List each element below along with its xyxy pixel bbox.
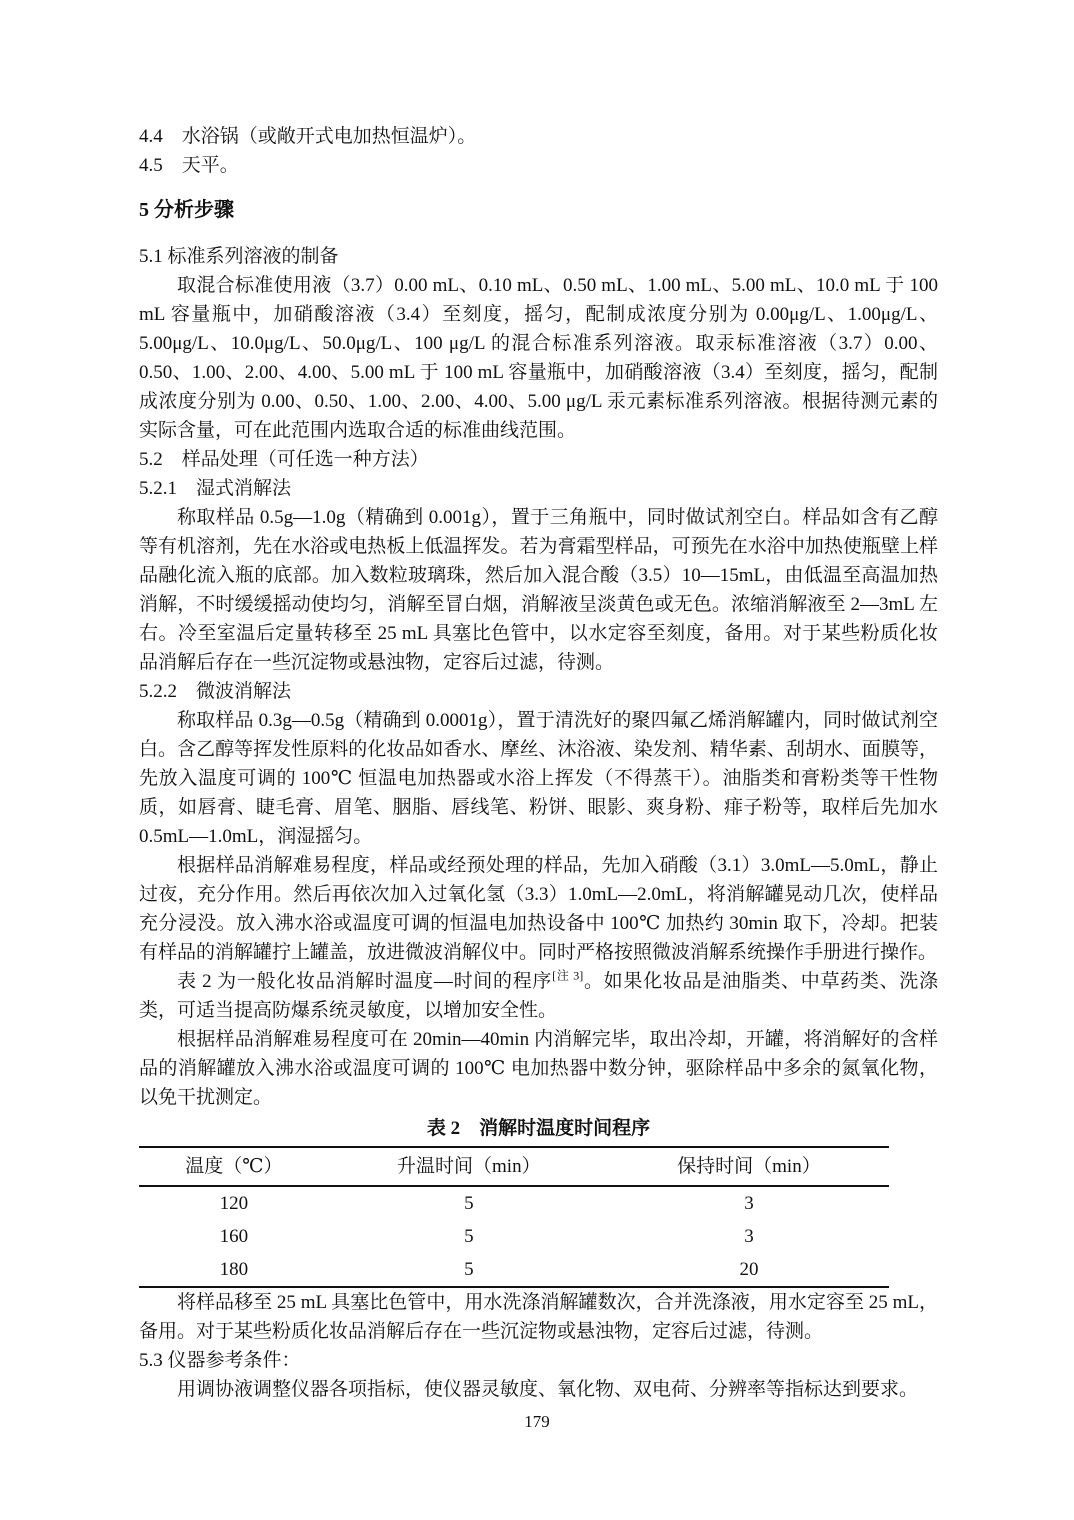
section-5-1-heading: 5.1 标准系列溶液的制备 [139,246,339,267]
table-row [139,1253,889,1287]
page-number: 179 [524,1412,550,1431]
table-cell: 3 [744,1226,754,1247]
table-2 [139,1146,889,1288]
paragraph-transfer-sample: 将样品移至 25 mL 具塞比色管中，用水洗涤消解罐数次，合并洗涤液，用水定容至 25 mL，备用。对于某些粉质化妆品消解后存在一些沉淀物或悬浊物，定容后过滤，待测。 [139,1292,938,1342]
table-cell: 5 [464,1193,474,1214]
paragraph-digestion-completion: 根据样品消解难易程度可在 20min—40min 内消解完毕，取出冷却，开罐，将消解好的含样品的消解罐放入沸水浴或温度可调的 100℃ 电加热器中数分钟，驱除样品中多余的氮氧化物，以免干扰测定。 [139,1029,938,1108]
table-2-caption: 表 2 消解时温度时间程序 [426,1118,651,1139]
table-reference-text-after: 。如果化妆品是油脂类、中草药类、洗涤类，可适当提高防爆系统灵敏度，以增加安全性。 [139,971,938,1021]
paragraph-wet-digestion: 称取样品 0.5g—1.0g（精确到 0.001g），置于三角瓶中，同时做试剂空白。样品如含有乙醇等有机溶剂，先在水浴或电热板上低温挥发。若为膏霜型样品，可预先在水浴中加热使瓶壁上样品融化流入瓶的底部。加入数粒玻璃珠，然后加入混合酸（3.5）10—15mL，由低温至高温加热消解，不时缓缓摇动使均匀，消解至冒白烟，消解液呈淡黄色或无色。浓缩消解液至 2—3mL 左右。冷至室温后定量转移至 25 mL 具塞比色管中，以水定容至刻度，备用。对于某些粉质化妆品消解后存在一些沉淀物或悬浊物，定容后过滤，待测。 [139,507,938,673]
section-5-2-2-heading: 5.2.2 微波消解法 [139,681,292,702]
table-cell: 5 [464,1226,474,1247]
paragraph-microwave-digestion-2: 根据样品消解难易程度，样品或经预处理的样品，先加入硝酸（3.1）3.0mL—5.0mL，静止过夜，充分作用。然后再依次加入过氧化氢（3.3）1.0mL—2.0mL，将消解罐晃动几次，使样品充分浸没。放入沸水浴或温度可调的恒温电加热设备中 100℃ 加热约 30min 取下，冷却。把装有样品的消解罐拧上罐盖，放进微波消解仪中。同时严格按照微波消解系统操作手册进行操作。 [139,855,938,963]
table-row [139,1186,889,1220]
table-row [139,1220,889,1253]
table-cell: 120 [219,1193,249,1214]
note-3-superscript: [注 3] [552,968,584,983]
paragraph-standard-series: 取混合标准使用液（3.7）0.00 mL、0.10 mL、0.50 mL、1.00 mL、5.00 mL、10.0 mL 于 100 mL 容量瓶中，加硝酸溶液（3.4）至刻度，摇匀，配制成浓度分别为 0.00μg/L、1.00μg/L、5.00μg/L、10.0μg/L、50.0μg/L、100 μg/L 的混合标准系列溶液。取汞标准溶液（3.7）0.00、0.50、1.00、2.00、4.00、5.00 mL 于 100 mL 容量瓶中，加硝酸溶液（3.4）至刻度，摇匀，配制成浓度分别为 0.00、0.50、1.00、2.00、4.00、5.00 μg/L 汞元素标准系列溶液。根据待测元素的实际含量，可在此范围内选取合适的标准曲线范围。 [139,275,938,441]
table-2-header-row [139,1147,889,1186]
section-5-3-heading: 5.3 仪器参考条件： [139,1350,301,1371]
table-cell: 20 [609,1253,889,1287]
section-5-2-1-heading: 5.2.1 湿式消解法 [139,478,292,499]
item-4-5: 4.5 天平。 [139,155,239,176]
table-cell: 3 [744,1193,754,1214]
table-2-header-ramp-time: 升温时间（min） [329,1147,609,1186]
table-2-header-temperature: 温度（℃） [139,1147,329,1186]
table-cell: 5 [329,1253,609,1287]
item-4-4: 4.4 水浴锅（或敞开式电加热恒温炉）。 [139,126,477,147]
table-reference-text: 表 2 为一般化妆品消解时温度—时间的程序 [177,971,553,992]
paragraph-table-reference [139,967,938,1025]
table-cell: 160 [219,1226,249,1247]
section-5-2-heading: 5.2 样品处理（可任选一种方法） [139,449,429,470]
table-2-header-hold-time: 保持时间（min） [609,1147,889,1186]
document-content [139,122,938,1404]
paragraph-instrument-conditions: 用调协液调整仪器各项指标，使仪器灵敏度、氧化物、双电荷、分辨率等指标达到要求。 [177,1379,919,1400]
paragraph-microwave-digestion-1: 称取样品 0.3g—0.5g（精确到 0.0001g），置于清洗好的聚四氟乙烯消解罐内，同时做试剂空白。含乙醇等挥发性原料的化妆品如香水、摩丝、沐浴液、染发剂、精华素、刮胡水、面膜等，先放入温度可调的 100℃ 恒温电加热器或水浴上挥发（不得蒸干）。油脂类和膏粉类等干性物质，如唇膏、睫毛膏、眉笔、胭脂、唇线笔、粉饼、眼影、爽身粉、痱子粉等，取样后先加水 0.5mL—1.0mL，润湿摇匀。 [139,710,938,847]
table-cell: 180 [139,1253,329,1287]
section-5-heading: 5 分析步骤 [139,199,234,221]
